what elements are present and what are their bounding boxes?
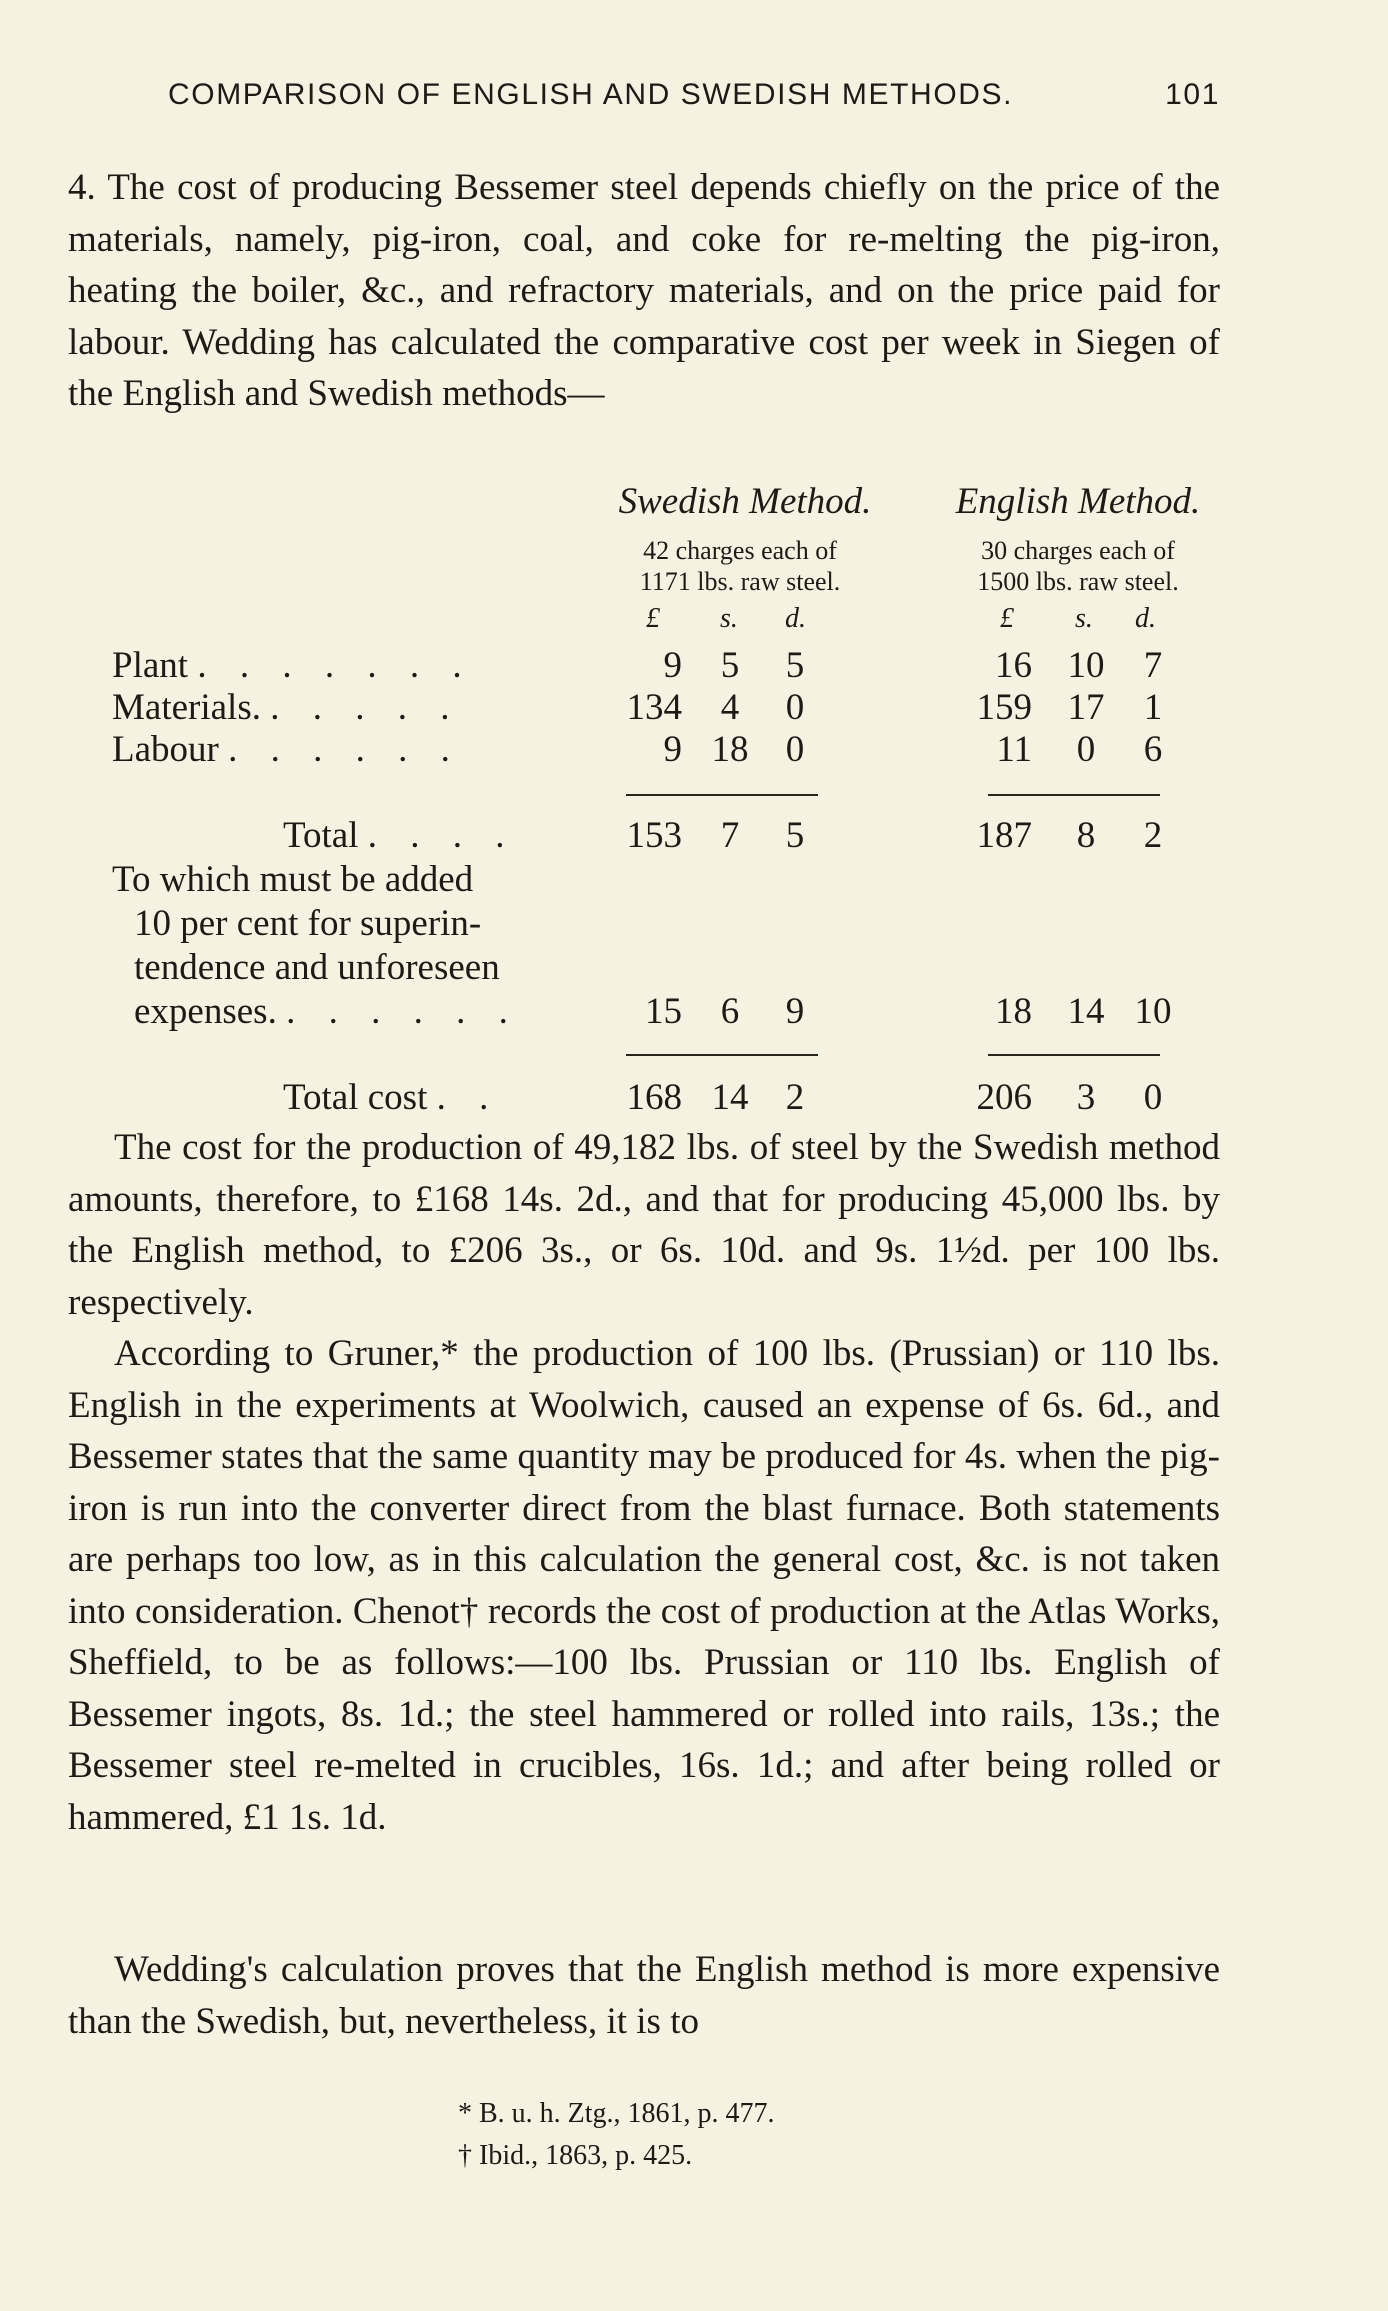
row-label-labour-text: Labour xyxy=(112,729,219,770)
english-total-cost-shillings: 3 xyxy=(1076,1077,1096,1118)
note-line-3: tendence and unforeseen xyxy=(134,947,500,988)
note-line-4-text: expenses. xyxy=(134,991,277,1032)
english-total-shillings: 8 xyxy=(1076,815,1096,856)
swedish-total-cost-rule xyxy=(626,1054,818,1056)
swedish-shillings-unit: s. xyxy=(720,603,738,634)
row-label-labour xyxy=(112,728,462,771)
row-label-total-cost xyxy=(283,1076,500,1119)
row-label-plant xyxy=(112,644,474,687)
conclusion-paragraph: Wedding's calculation proves that the English method is more expensive than the Swedish, but, nevertheless, it is to xyxy=(68,1949,1220,2042)
swedish-total-shillings: 7 xyxy=(720,815,740,856)
english-extra-shillings: 14 xyxy=(1067,991,1105,1032)
english-materials-pounds: 159 xyxy=(976,687,1032,728)
swedish-charges-line: 42 charges each of xyxy=(643,536,837,565)
english-extra-pence: 10 xyxy=(1134,991,1172,1032)
swedish-labour-pounds: 9 xyxy=(663,729,682,770)
row-label-total-cost-text: Total cost xyxy=(283,1077,428,1118)
note-line-1: To which must be added xyxy=(112,859,474,900)
english-method-heading: English Method. xyxy=(955,481,1201,522)
note-line-2: 10 per cent for superin- xyxy=(134,903,482,944)
english-method-charges xyxy=(918,535,1238,597)
english-total-cost-pence: 0 xyxy=(1143,1077,1163,1118)
english-charges-line: 30 charges each of xyxy=(981,536,1175,565)
footnote-2: † Ibid., 1863, p. 425. xyxy=(458,2140,693,2171)
english-plant-pence: 7 xyxy=(1143,645,1163,686)
swedish-plant-pence: 5 xyxy=(785,645,805,686)
swedish-materials-pounds: 134 xyxy=(626,687,682,728)
intro-paragraph: 4. The cost of producing Bessemer steel depends chiefly on the price of the materials, namely, pig-iron, coal, and coke for re-melting the pig-iron, heating the boiler, &c., and refractory materials, and on the price paid for labour. Wedding has calculated the comparative cost per week in Siegen of the English and Swedish methods— xyxy=(68,167,1220,414)
swedish-labour-shillings: 18 xyxy=(711,729,749,770)
leader-dots: . . xyxy=(436,1077,501,1118)
english-pounds-unit: £ xyxy=(1000,603,1014,634)
swedish-extra-pounds: 15 xyxy=(645,991,682,1032)
swedish-materials-pence: 0 xyxy=(785,687,805,728)
row-label-materials xyxy=(112,686,461,729)
running-head xyxy=(168,78,1220,112)
swedish-plant-pounds: 9 xyxy=(663,645,682,686)
swedish-sum-rule xyxy=(626,794,818,796)
swedish-extra-shillings: 6 xyxy=(720,991,740,1032)
note-line-4 xyxy=(112,990,520,1034)
swedish-materials-shillings: 4 xyxy=(720,687,740,728)
english-plant-pounds: 16 xyxy=(995,645,1032,686)
english-pence-unit: d. xyxy=(1135,603,1156,634)
footnote-1: * B. u. h. Ztg., 1861, p. 477. xyxy=(458,2098,775,2129)
english-total-pounds: 187 xyxy=(976,815,1032,856)
english-total-cost-pounds: 206 xyxy=(976,1077,1032,1118)
english-total-pence: 2 xyxy=(1143,815,1163,856)
swedish-weight-line: 1171 lbs. raw steel. xyxy=(639,567,841,596)
swedish-extra-pence: 9 xyxy=(785,991,805,1032)
leader-dots: . . . . . . . xyxy=(197,645,474,686)
row-label-materials-text: Materials. xyxy=(112,687,261,728)
swedish-total-cost-pence: 2 xyxy=(785,1077,805,1118)
english-materials-pence: 1 xyxy=(1143,687,1163,728)
swedish-total-cost-pounds: 168 xyxy=(626,1077,682,1118)
page-number: 101 xyxy=(1165,78,1220,111)
english-labour-pence: 6 xyxy=(1143,729,1163,770)
english-shillings-unit: s. xyxy=(1075,603,1093,634)
english-extra-pounds: 18 xyxy=(995,991,1032,1032)
english-materials-shillings: 17 xyxy=(1067,687,1105,728)
swedish-method-charges xyxy=(585,535,895,597)
english-weight-line: 1500 lbs. raw steel. xyxy=(977,567,1179,596)
english-total-cost-rule xyxy=(988,1054,1160,1056)
gruner-paragraph: According to Gruner,* the production of 100 lbs. (Prussian) or 110 lbs. English in the experiments at Woolwich, caused an expense of 6s. 6d., and Bessemer states that the same quantity may be produced for 4s. when the pig-iron is run into the converter direct from the blast furnace. Both statements are perhaps too low, as in this calculation the general cost, &c. is not taken into consideration. Chenot† records the cost of production at the Atlas Works, Sheffield, to be as follows:—100 lbs. Prussian or 110 lbs. English of Bessemer ingots, 8s. 1d.; the steel hammered or rolled into rails, 13s.; the Bessemer steel re-melted in crucibles, 16s. 1d.; and after being rolled or hammered, £1 1s. 1d. xyxy=(68,1333,1220,1838)
swedish-total-cost-shillings: 14 xyxy=(711,1077,749,1118)
swedish-method-heading: Swedish Method. xyxy=(618,481,872,522)
swedish-plant-shillings: 5 xyxy=(720,645,740,686)
row-label-total xyxy=(283,814,517,857)
row-label-total-text: Total xyxy=(283,815,359,856)
english-labour-pounds: 11 xyxy=(996,729,1032,770)
row-label-plant-text: Plant xyxy=(112,645,189,686)
leader-dots: . . . . . xyxy=(270,687,462,728)
swedish-total-pounds: 153 xyxy=(626,815,682,856)
english-labour-shillings: 0 xyxy=(1076,729,1096,770)
swedish-pounds-unit: £ xyxy=(646,603,660,634)
running-head-title: COMPARISON OF ENGLISH AND SWEDISH METHODS. xyxy=(168,78,1014,111)
cost-result-paragraph: The cost for the production of 49,182 lbs. of steel by the Swedish method amounts, therefore, to £168 14s. 2d., and that for producing 45,000 lbs. by the English method, to £206 3s., or 6s. 10d. and 9s. 1½d. per 100 lbs. respectively. xyxy=(68,1127,1220,1323)
leader-dots: . . . . . . xyxy=(228,729,462,770)
leader-dots: . . . . . . xyxy=(286,991,520,1032)
swedish-pence-unit: d. xyxy=(785,603,806,634)
english-plant-shillings: 10 xyxy=(1067,645,1105,686)
english-sum-rule xyxy=(988,794,1160,796)
swedish-labour-pence: 0 xyxy=(785,729,805,770)
leader-dots: . . . . xyxy=(367,815,517,856)
superintendence-note xyxy=(112,858,520,1034)
swedish-total-pence: 5 xyxy=(785,815,805,856)
